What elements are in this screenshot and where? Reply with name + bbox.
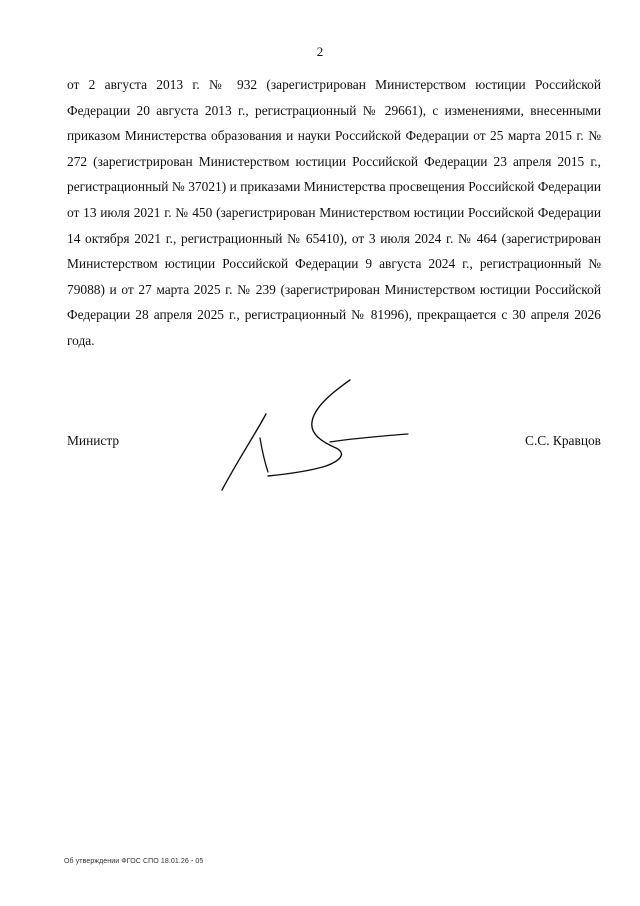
footer-note: Об утверждении ФГОС СПО 18.01.26 - 05 [64, 858, 204, 865]
signer-position: Министр [67, 433, 120, 448]
body-paragraph: от 2 августа 2013 г. № 932 (зарегистрирован Министерством юстиции Российской Федерации 20 августа 2013 г., регистрационный № 29661), с изменениями, внесенными приказом Министерства образования и науки Российской Федерации от 25 марта 2015 г. № 272 (зарегистрирован Министерством юстиции Российской Федерации 23 апреля 2015 г., регистрационный № 37021) и приказами Министерства просвещения Российской Федерации от 13 июля 2021 г. № 450 (зарегистрирован Министерством юстиции Российской Федерации 14 октября 2021 г., регистрационный № 65410), от 3 июля 2024 г. № 464 (зарегистрирован Министерством юстиции Российской Федерации 9 августа 2024 г., регистрационный № 79088) и от 27 марта 2025 г. № 239 (зарегистрирован Министерством юстиции Российской Федерации 28 апреля 2025 г., регистрационный № 81996), прекращается с 30 апреля 2026 года. [67, 77, 601, 348]
signer-name: С.С. Кравцов [525, 433, 601, 448]
handwritten-signature [218, 378, 418, 498]
page-number: 2 [316, 44, 324, 59]
